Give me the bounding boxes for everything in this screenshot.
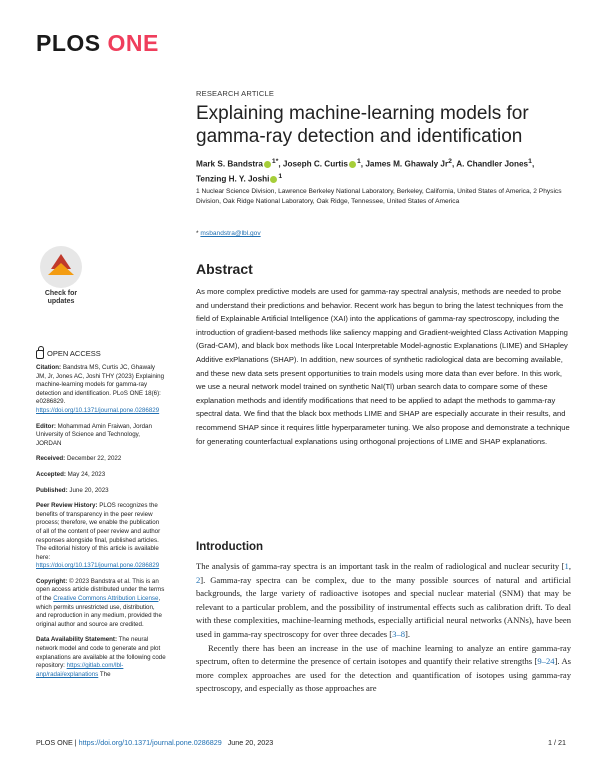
author-affiliation-mark: 1*: [271, 158, 279, 165]
citation-block: [36, 364, 166, 416]
citation-link[interactable]: 2: [196, 574, 201, 585]
license-link[interactable]: Creative Commons Attribution License: [53, 595, 159, 603]
data-availability-block: [36, 636, 166, 679]
intro-text: ,: [568, 561, 571, 571]
editor-text: Mohammad Amin Fraiwan, Jordan University of Science and Technology, JORDAN: [36, 422, 152, 447]
page-footer: [36, 738, 566, 747]
published-block: [36, 487, 166, 496]
citation-link[interactable]: 3–8: [392, 628, 406, 639]
data-availability-label: Data Availability Statement:: [36, 636, 118, 644]
intro-text: The analysis of gamma-ray spectra is an important task in the realm of radiological and nuclear security [: [196, 561, 565, 571]
author-name: , Joseph C. Curtis: [278, 159, 348, 169]
author-list: [196, 156, 576, 186]
citation-doi-link[interactable]: https://doi.org/10.1371/journal.pone.0286829: [36, 406, 160, 414]
copyright-text-tail: , which permits unrestricted use, distribution, and reproduction in any medium, provided the original author and source are credited.: [36, 595, 162, 628]
footer-date: June 20, 2023: [227, 738, 274, 747]
open-access: [36, 349, 101, 358]
citation-link[interactable]: 9–24: [537, 656, 555, 667]
intro-text: ]. As more complex approaches are used for the detection and quantification of isotopes using gamma-ray spectroscopy, and especially as those approaches are: [196, 656, 571, 694]
peer-review-label: Peer Review History:: [36, 502, 98, 510]
accepted-date: May 24, 2023: [67, 470, 106, 478]
published-date: June 20, 2023: [69, 486, 109, 494]
citation-link[interactable]: 1: [564, 561, 569, 571]
affiliations: 1 Nuclear Science Division, Lawrence Berkeley National Laboratory, Berkeley, California, United States of America, 2 Physics Division, Oak Ridge National Laboratory, Oak Ridge, Tennessee, United States of America: [196, 188, 562, 205]
introduction-body: [196, 560, 571, 696]
accepted-block: [36, 471, 166, 480]
open-access-label: OPEN ACCESS: [47, 349, 101, 358]
footer-page-number: 1 / 21: [548, 738, 566, 747]
copyright-text: © 2023 Bandstra et al. This is an open access article distributed under the terms of the: [36, 577, 165, 603]
intro-text: ]. Gamma-ray spectra can be complex, due to the many possible sources of natural and artificial backgrounds, the large variety of radioactive isotopes and special nuclear material (SNM) that may be relevant to a particular problem, and the possibility of instrumental effects such as calibration drift. To deal with these complexities, machine-learning methods, especially artificial neural networks (ANNs), have been used in gamma-ray spectroscopy for over three decades [: [196, 574, 571, 639]
author-name: , A. Chandler Jones: [451, 159, 529, 169]
corresponding-email: [196, 230, 261, 237]
author-affiliation-mark: 2: [448, 158, 452, 165]
author-name: , James M. Ghawaly Jr: [360, 159, 449, 169]
footer-doi-link[interactable]: https://doi.org/10.1371/journal.pone.0286829: [78, 738, 222, 747]
email-star: *: [196, 230, 199, 237]
copyright-label: Copyright:: [36, 577, 68, 585]
peer-review-text: PLOS recognizes the benefits of transparency in the peer review process; therefore, we enable the publication of all of the content of peer review and author responses alongside final, published articles. The editorial history of this article is available here:: [36, 502, 161, 561]
footer-separator: |: [72, 738, 79, 747]
author-affiliation-mark: 1: [356, 158, 361, 165]
introduction-heading: Introduction: [196, 541, 264, 553]
editor-block: [36, 423, 166, 449]
abstract-heading: Abstract: [196, 261, 253, 277]
journal-logo: [36, 30, 159, 57]
received-block: [36, 455, 166, 464]
author-name: Mark S. Bandstra: [196, 159, 263, 169]
accepted-label: Accepted:: [36, 470, 66, 478]
intro-text: ].: [405, 628, 411, 639]
check-for-updates-badge[interactable]: [37, 246, 85, 304]
badge-text: [37, 290, 85, 306]
check-for-updates-icon: [40, 246, 82, 288]
orcid-icon[interactable]: [264, 161, 271, 168]
orcid-icon[interactable]: [270, 176, 277, 183]
badge-line1: Check for: [44, 290, 78, 297]
article-info-sidebar: [36, 364, 166, 686]
lock-icon: [36, 350, 44, 359]
citation-label: Citation:: [36, 364, 62, 371]
article-type: RESEARCH ARTICLE: [196, 89, 275, 98]
intro-text: Recently there has been an increase in the use of machine learning to analyze an entire gamma-ray spectrum, often to determine the presence of certain isotopes and quantify their relative strengths [: [196, 642, 571, 667]
citation-text: Bandstra MS, Curtis JC, Ghawaly JM, Jr, Jones AC, Joshi THY (2023) Explaining machine-learning models for gamma-ray detection and identification. PLoS ONE 18(6): e0286829.: [36, 364, 165, 406]
logo-one: ONE: [107, 30, 159, 56]
data-availability-text: The neural network model and code to generate and plot explanations are available at the following code repository:: [36, 636, 166, 670]
article-title: Explaining machine-learning models for gamma-ray detection and identification: [196, 103, 529, 147]
author-affiliation-mark: 1: [528, 158, 532, 165]
intro-paragraph: [196, 642, 571, 696]
email-link[interactable]: msbandstra@lbl.gov: [200, 230, 261, 237]
author-separator: ,: [531, 159, 535, 169]
author-name: Tenzing H. Y. Joshi: [196, 174, 270, 184]
peer-review-block: [36, 502, 166, 571]
copyright-block: [36, 578, 166, 630]
peer-review-link[interactable]: https://doi.org/10.1371/journal.pone.0286829: [36, 562, 160, 570]
badge-line2: updates: [47, 298, 75, 305]
received-label: Received:: [36, 455, 66, 463]
data-availability-tail: The: [99, 670, 111, 678]
received-date: December 22, 2022: [66, 455, 122, 463]
orcid-icon[interactable]: [349, 161, 356, 168]
published-label: Published:: [36, 486, 68, 494]
editor-label: Editor:: [36, 422, 56, 430]
footer-left: [36, 738, 273, 747]
footer-journal: PLOS ONE: [36, 738, 73, 747]
intro-paragraph: [196, 560, 571, 642]
author-affiliation-mark: 1: [278, 173, 283, 181]
logo-plos: PLOS: [36, 30, 101, 56]
code-repository-link[interactable]: https://gitlab.com/lbl-anp/radai/explanations: [36, 662, 124, 678]
abstract-text: As more complex predictive models are used for gamma-ray spectral analysis, methods are needed to probe and understand their predictions and behavior. Recent work has begun to bring the latest techniques from the field of Explainable Artificial Intelligence (XAI) into the applications of gamma-ray spectroscopy, including the introduction of gradient-based methods like saliency mapping and Gradient-weighted Class Activation Mapping (Grad-CAM), and black box methods like Local Interpretable Model-agnostic Explanations (LIME) and SHapley Additive exPlanations (SHAP). In addition, new sources of synthetic radiological data are becoming available, and these new data sets present opportunities to train models using more data than ever before. In this work, we use a neural network model trained on synthetic NaI(Tl) urban search data to compare some of these explanation methods and identify modifications that need to be applied to adapt the methods to gamma-ray spectral data. We find that the black box methods LIME and SHAP are especially accurate in their results, and recommend SHAP since it requires little hyperparameter tuning. We also propose and demonstrate a technique for generating counterfactual explanations using orthogonal projections of LIME and SHAP explanations.: [196, 287, 570, 446]
